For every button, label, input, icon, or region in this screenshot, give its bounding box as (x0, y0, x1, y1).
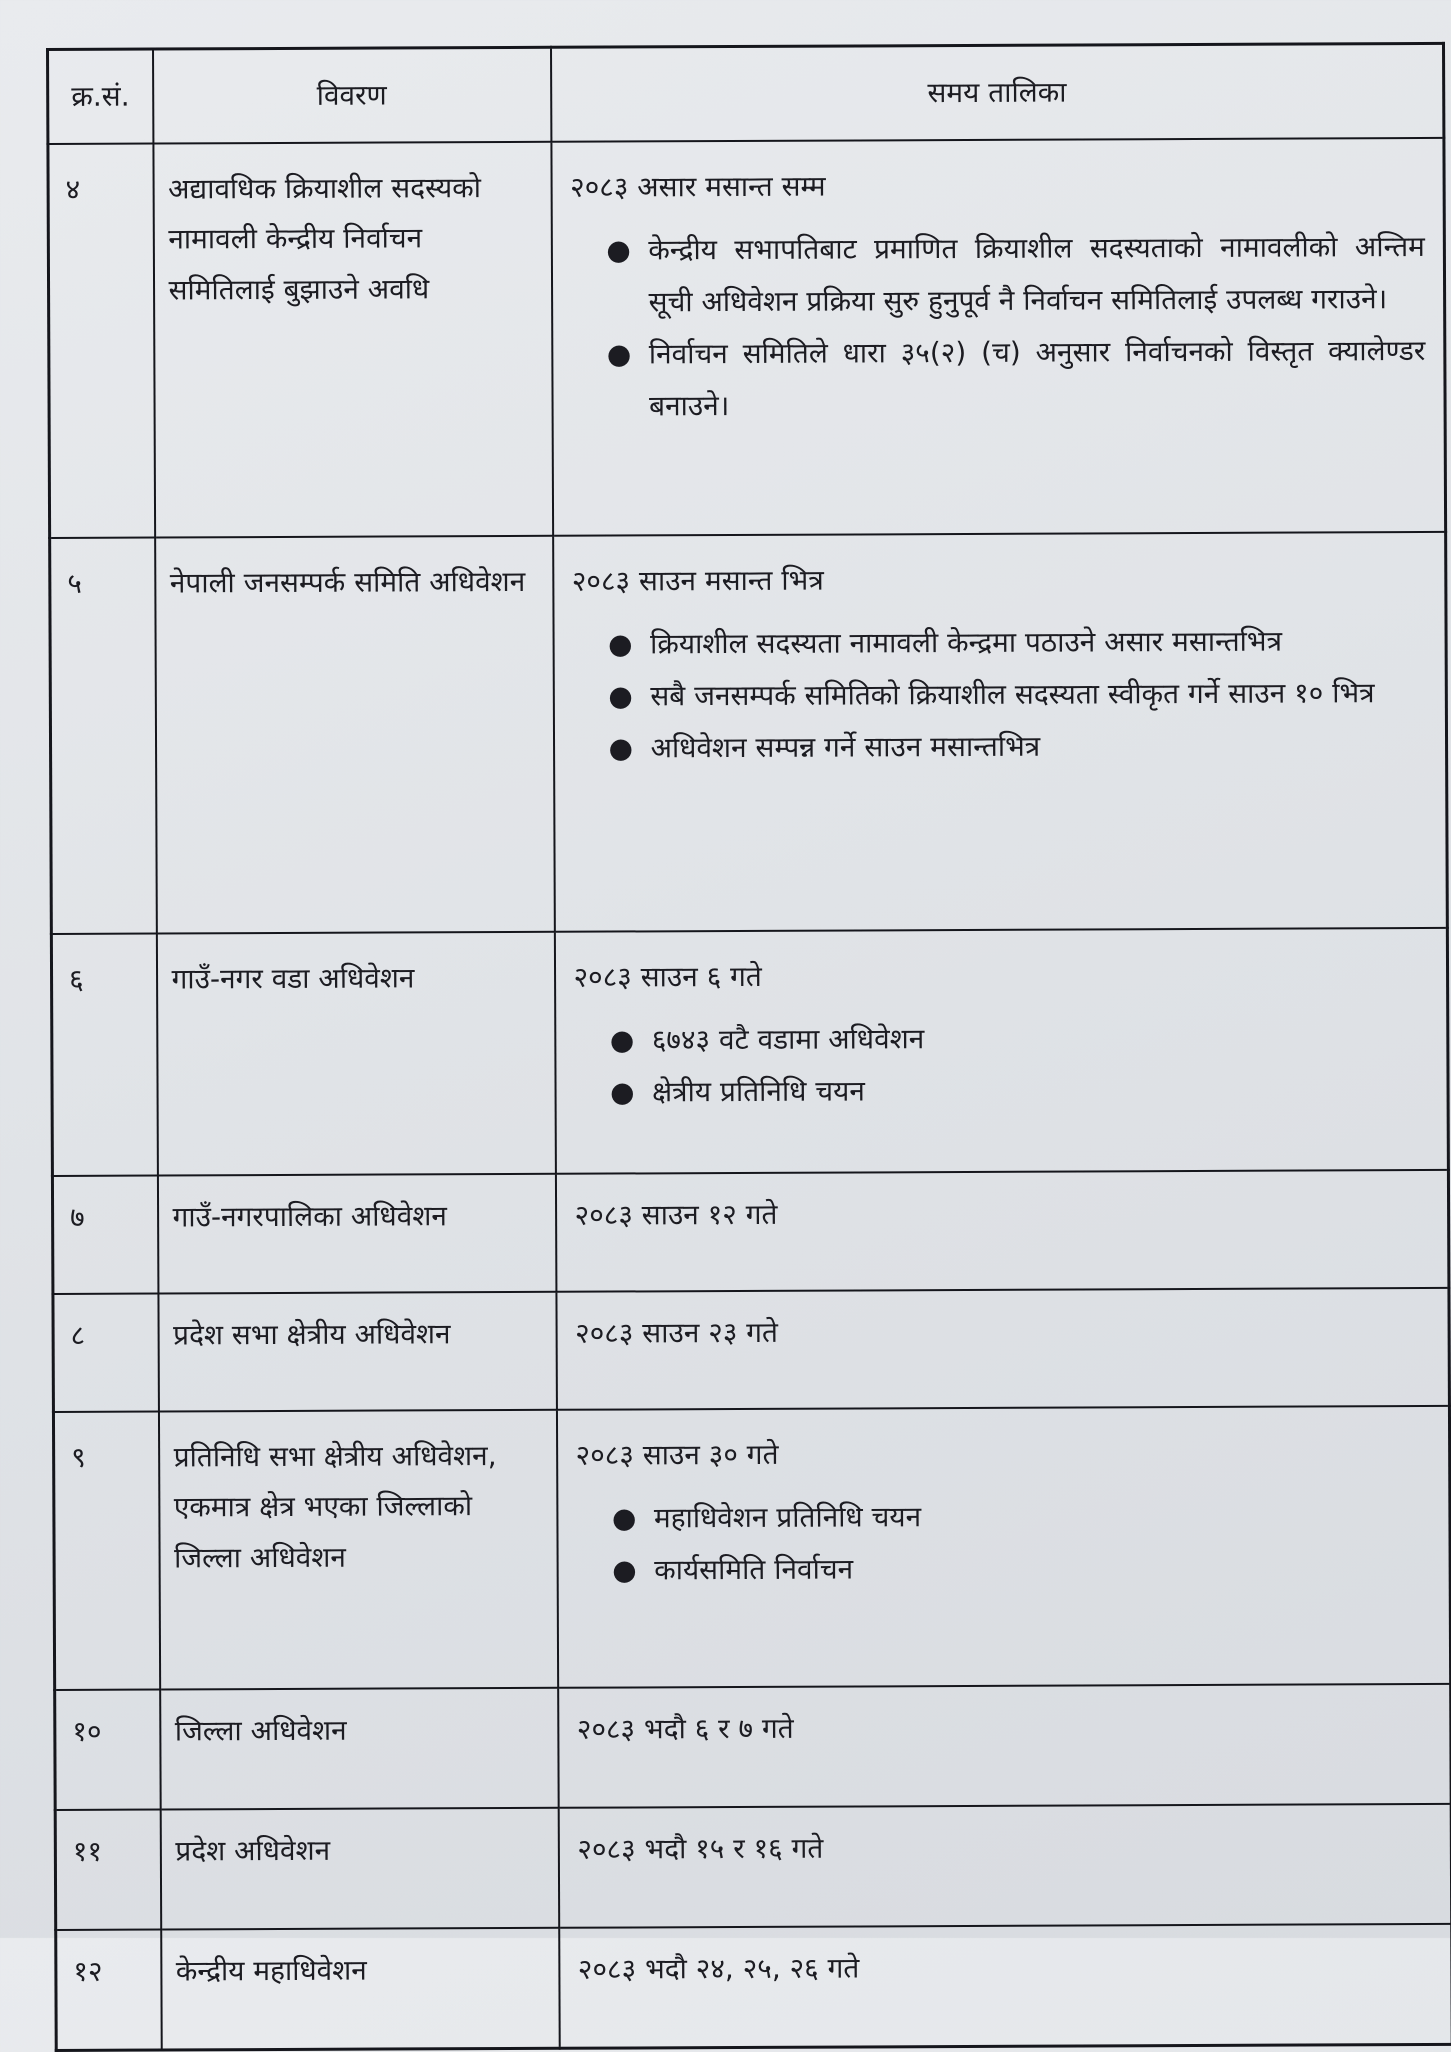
table-row (55, 1804, 1451, 1930)
schedule-date: २०८३ साउन १२ गते (574, 1197, 778, 1232)
description-cell: प्रतिनिधि सभा क्षेत्रीय अधिवेशन, एकमात्र क्षेत्र भएका जिल्लाको जिल्ला अधिवेशन (158, 1410, 557, 1690)
schedule-date: २०८३ भदौ ६ र ७ गते (576, 1711, 794, 1746)
schedule-date: २०८३ साउन मसान्त भित्र (571, 563, 824, 598)
schedule-cell (558, 1684, 1451, 1808)
schedule-note-text: ६७४३ वटै वडामा अधिवेशन (651, 1022, 925, 1057)
schedule-cell (555, 1170, 1449, 1292)
serial-number-cell: १२ (56, 1930, 162, 2051)
bullet-icon: ● (608, 679, 633, 713)
table-row (55, 1684, 1451, 1810)
serial-number-cell: ६ (51, 934, 157, 1176)
schedule-note (609, 1063, 1429, 1118)
serial-number-cell: ११ (55, 1810, 161, 1930)
schedule-cell (551, 138, 1446, 536)
bullet-icon: ● (611, 1501, 637, 1535)
bullet-icon: ● (608, 627, 633, 661)
description-cell: केन्द्रीय महाधिवेशन (161, 1928, 560, 2050)
description-cell: गाउँ-नगर वडा अधिवेशन (156, 932, 555, 1176)
description-cell: प्रदेश अधिवेशन (160, 1808, 559, 1930)
schedule-date: २०८३ साउन २३ गते (575, 1315, 779, 1350)
table-row (48, 138, 1446, 538)
schedule-note (611, 1489, 1431, 1544)
serial-number-cell: १० (55, 1690, 161, 1810)
schedule-date: २०८३ असार मसान्त सम्म (570, 169, 826, 204)
schedule-note-text: सबै जनसम्पर्क समितिको क्रियाशील सदस्यता स्वीकृत गर्ने साउन १० भित्र (650, 676, 1375, 713)
schedule-note (608, 667, 1427, 722)
header-row (48, 43, 1444, 144)
bullet-icon: ● (606, 337, 632, 371)
table-row (52, 1170, 1449, 1294)
schedule-cell (554, 928, 1448, 1174)
schedule-notes-list (576, 1489, 1431, 1596)
bullet-icon: ● (609, 1075, 635, 1109)
table-row (50, 532, 1448, 934)
schedule-note (608, 719, 1427, 774)
serial-number-cell: ४ (48, 144, 155, 538)
schedule-date: २०८३ भदौ १५ र १६ गते (577, 1831, 824, 1866)
schedule-note-text: अधिवेशन सम्पन्न गर्ने साउन मसान्तभित्र (650, 729, 1041, 765)
table-row (51, 928, 1448, 1176)
table-row (56, 1924, 1451, 2051)
schedule-note (606, 325, 1426, 432)
schedule-table (46, 42, 1451, 2052)
header-description: विवरण (153, 47, 551, 143)
serial-number-cell: ९ (53, 1412, 159, 1690)
bullet-icon: ● (606, 233, 631, 267)
description-cell: गाउँ-नगरपालिका अधिवेशन (157, 1174, 556, 1294)
schedule-cell (559, 1924, 1451, 2048)
schedule-notes-list (574, 1011, 1429, 1118)
description-cell: नेपाली जनसम्पर्क समिति अधिवेशन (155, 536, 555, 934)
schedule-note-text: क्षेत्रीय प्रतिनिधि चयन (651, 1074, 865, 1109)
table-row (53, 1288, 1450, 1412)
schedule-note (608, 615, 1427, 670)
schedule-note-text: कार्यसमिति निर्वाचन (654, 1552, 854, 1587)
bullet-icon: ● (609, 1023, 635, 1057)
schedule-cell (558, 1804, 1451, 1928)
table-body (48, 138, 1451, 2051)
schedule-cell (556, 1406, 1450, 1688)
schedule-note (609, 1011, 1429, 1066)
schedule-note-text: केन्द्रीय सभापतिबाट प्रमाणित क्रियाशील सदस्यताको नामावलीको अन्तिम सूची अधिवेशन प्रक्रिया सुरु हुनुपूर्व नै निर्वाचन समितिलाई उपलब्ध गराउने। (648, 230, 1425, 319)
table-header (48, 43, 1444, 144)
serial-number-cell: ५ (50, 538, 157, 934)
table-row (53, 1406, 1450, 1690)
document-page (46, 42, 1451, 2052)
serial-number-cell: ८ (53, 1294, 159, 1412)
schedule-cell (553, 532, 1448, 932)
schedule-note (606, 221, 1425, 328)
schedule-date: २०८३ साउन ६ गते (573, 959, 762, 994)
schedule-note-text: महाधिवेशन प्रतिनिधि चयन (653, 1500, 922, 1535)
header-schedule: समय तालिका (551, 43, 1444, 141)
serial-number-cell: ७ (52, 1176, 158, 1294)
bullet-icon: ● (608, 731, 634, 765)
description-cell: प्रदेश सभा क्षेत्रीय अधिवेशन (158, 1292, 557, 1412)
schedule-note (612, 1541, 1431, 1596)
header-serial-number: क्र.सं. (48, 49, 153, 144)
schedule-note-text: क्रियाशील सदस्यता नामावली केन्द्रमा पठाउने असार मसान्तभित्र (650, 625, 1283, 661)
schedule-notes-list (570, 221, 1425, 432)
bullet-icon: ● (612, 1553, 637, 1587)
description-cell: जिल्ला अधिवेशन (160, 1688, 559, 1810)
description-cell: अद्यावधिक क्रियाशील सदस्यको नामावली केन्द्रीय निर्वाचन समितिलाई बुझाउने अवधि (153, 142, 553, 538)
schedule-cell (556, 1288, 1450, 1410)
schedule-notes-list (572, 615, 1427, 774)
schedule-date: २०८३ साउन ३० गते (575, 1437, 779, 1472)
schedule-date: २०८३ भदौ २४, २५, २६ गते (577, 1951, 860, 1986)
schedule-note-text: निर्वाचन समितिले धारा ३५(२) (च) अनुसार निर्वाचनको विस्तृत क्यालेण्डर बनाउने। (648, 333, 1426, 423)
